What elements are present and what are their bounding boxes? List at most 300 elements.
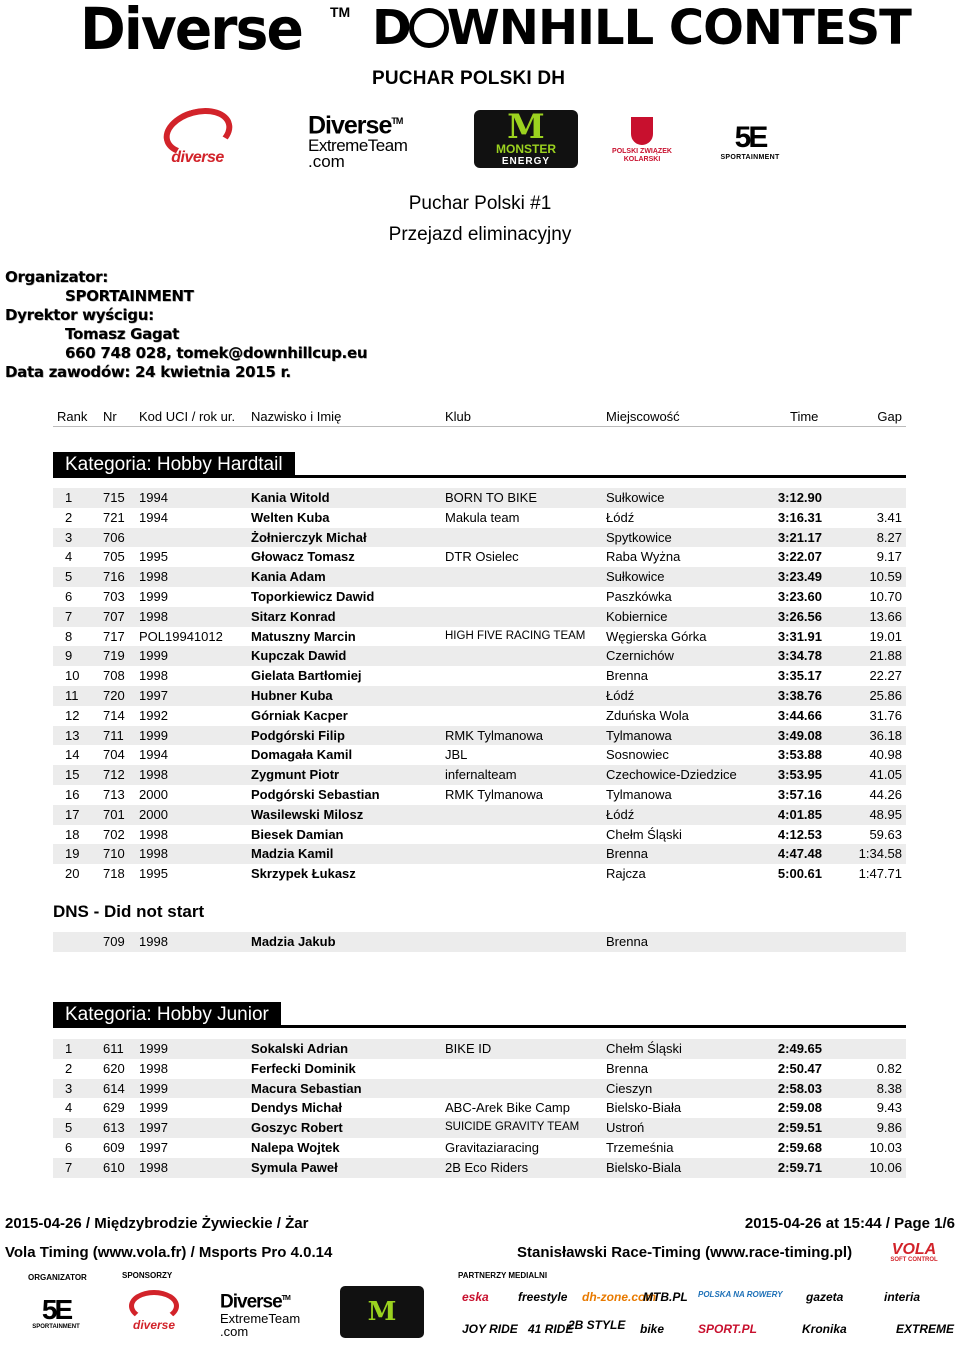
sportainment-logo (718, 114, 782, 168)
cell-nr: 714 (103, 707, 125, 723)
cell-time: 3:12.90 (777, 490, 822, 505)
cell-uci: POL19941012 (139, 628, 223, 644)
monster-claw-icon: M (507, 106, 545, 147)
cell-nr: 702 (103, 826, 125, 842)
cell-city: Cieszyn (606, 1080, 653, 1096)
cell-gap: 9.43 (876, 1100, 902, 1116)
cell-name: Głowacz Tomasz (251, 549, 355, 565)
cell-name: Domagała Kamil (251, 747, 353, 763)
brand-diverse: Diverse (80, 0, 302, 63)
cell-city: Bielsko-Biała (606, 1100, 682, 1116)
col-name: Nazwisko i Imię (251, 409, 342, 424)
table-row (53, 646, 906, 666)
cell-name: Sokalski Adrian (251, 1041, 349, 1056)
cell-city: Trzemeśnia (606, 1139, 674, 1155)
table-row (53, 706, 906, 726)
monster-logo-sub: ENERGY (501, 155, 551, 167)
cell-nr: 703 (103, 588, 125, 604)
cell-rank: 1 (65, 490, 73, 505)
col-time: Time (790, 409, 819, 424)
media-logo: Kronika (802, 1322, 847, 1336)
col-club: Klub (445, 409, 472, 424)
category-title-junior: Kategoria: Hobby Junior (53, 1002, 281, 1026)
media-logo: MTB.PL (643, 1290, 688, 1304)
cell-city: Łódź (606, 806, 635, 822)
cell-nr: 614 (103, 1080, 125, 1096)
cell-city: Łódź (606, 687, 635, 703)
footer-extreme-line1: Diverse (220, 1291, 282, 1313)
cell-city: Rajcza (606, 866, 646, 882)
cell-uci: 1999 (139, 648, 168, 664)
cell-time: 3:23.60 (777, 588, 822, 604)
cell-nr: 629 (103, 1100, 125, 1116)
cell-nr: 712 (103, 767, 125, 783)
cell-gap: 19.01 (869, 628, 902, 644)
cell-rank: 5 (65, 569, 73, 585)
cell-rank: 14 (65, 747, 80, 763)
cell-rank: 11 (65, 687, 79, 703)
cell-gap: 22.27 (869, 668, 902, 684)
race-date: Data zawodów: 24 kwietnia 2015 r. (5, 363, 291, 381)
footer-sportainment-logo (28, 1288, 84, 1338)
cell-name: Kupczak Dawid (251, 648, 347, 664)
table-row (53, 726, 906, 746)
table-row (53, 587, 906, 607)
cell-rank: 13 (65, 727, 80, 743)
media-logo: bike (640, 1322, 665, 1336)
footer-date-location: 2015-04-26 / Międzybrodzie Żywieckie / Żar (5, 1215, 309, 1232)
cell-city: Czechowice-Dziedzice (606, 767, 737, 783)
cell-rank: 20 (65, 866, 80, 882)
shield-icon (631, 117, 653, 145)
director-name: Tomasz Gagat (65, 325, 180, 343)
footer-extreme-logo (220, 1291, 320, 1337)
cell-rank: 9 (65, 648, 73, 664)
cell-city: Tylmanowa (606, 727, 672, 743)
cell-time: 5:00.61 (777, 866, 822, 882)
cell-city: Brenna (606, 1060, 648, 1076)
cell-city: Sułkowice (606, 490, 665, 505)
cell-name: Nalepa Wojtek (251, 1139, 340, 1155)
col-rank: Rank (57, 409, 88, 424)
cell-name: Kania Witold (251, 490, 330, 505)
cell-gap: 9.17 (876, 549, 902, 565)
table-row (53, 785, 906, 805)
sportainment-logo-text: SPORTAINMENT (720, 153, 780, 161)
cell-time: 2:59.08 (777, 1100, 822, 1116)
cell-rank: 8 (65, 628, 73, 644)
col-gap: Gap (877, 409, 902, 424)
col-uci: Kod UCI / rok ur. (139, 409, 236, 424)
cell-city: Brenna (606, 846, 648, 862)
cell-uci: 1998 (139, 1159, 168, 1175)
cell-gap: 31.76 (869, 707, 902, 723)
cell-name: Goszyc Robert (251, 1120, 343, 1136)
cell-city: Węgierska Górka (606, 628, 707, 644)
cell-uci: 1998 (139, 826, 168, 842)
cell-name: Toporkiewicz Dawid (251, 588, 375, 604)
cell-nr: 613 (103, 1120, 125, 1136)
footer-printed-page: 2015-04-26 at 15:44 / Page 1/6 (744, 1215, 955, 1232)
cell-uci: 1999 (139, 588, 168, 604)
cell-uci: 1999 (139, 727, 168, 743)
cell-rank: 16 (65, 786, 80, 802)
media-logo: 41 RIDE (528, 1322, 574, 1336)
cell-nr: 701 (103, 806, 125, 822)
cell-time: 3:44.66 (777, 707, 822, 723)
table-row (53, 508, 906, 528)
table-row (53, 666, 906, 686)
cell-gap: 40.98 (869, 747, 902, 763)
cell-uci: 1998 (139, 846, 168, 862)
cell-name: Podgórski Filip (251, 727, 345, 743)
cell-gap: 44.26 (869, 786, 902, 802)
cell-rank: 2 (65, 509, 73, 525)
table-row (53, 1039, 906, 1059)
category-rule (53, 475, 906, 478)
cell-nr: 710 (103, 846, 125, 862)
vola-logo (872, 1241, 956, 1263)
cell-time: 4:47.48 (777, 846, 822, 862)
cell-uci: 1994 (139, 509, 168, 525)
cell-nr: 704 (103, 747, 125, 763)
cell-nr: 609 (103, 1139, 125, 1155)
cell-time: 2:59.71 (777, 1159, 822, 1175)
sportainment-mark-icon: 5E (41, 1294, 71, 1325)
director-label: Dyrektor wyścigu: (5, 306, 154, 324)
cell-city: Sułkowice (606, 569, 665, 585)
cell-rank: 15 (65, 767, 80, 783)
cup-title: PUCHAR POLSKI DH (372, 68, 566, 89)
cell-nr: 716 (103, 569, 125, 585)
cell-city: Łódź (606, 509, 635, 525)
cell-name: Dendys Michał (251, 1100, 343, 1116)
cell-rank: 6 (65, 588, 73, 604)
cell-time: 3:22.07 (777, 549, 822, 565)
cell-city: Spytkowice (606, 529, 672, 545)
cell-time: 3:35.17 (777, 668, 822, 684)
cell-nr: 718 (103, 866, 125, 882)
table-row (53, 844, 906, 864)
table-row (53, 1158, 906, 1178)
table-row (53, 567, 906, 587)
brand-tm: TM (330, 4, 351, 20)
cell-nr: 620 (103, 1060, 125, 1076)
cell-time: 3:34.78 (777, 648, 822, 664)
cell-name: Macura Sebastian (251, 1080, 362, 1096)
cell-name: Zygmunt Piotr (251, 767, 340, 783)
cell-city: Sosnowiec (606, 747, 669, 763)
cell-name: Madzia Kamil (251, 846, 334, 862)
vola-logo-word: VOLA (891, 1240, 937, 1258)
cell-name: Matuszny Marcin (251, 628, 356, 644)
event-title: Puchar Polski #1 (408, 193, 552, 214)
table-row (53, 607, 906, 627)
cell-rank: 7 (65, 1159, 73, 1175)
cell-uci: 1997 (139, 1139, 168, 1155)
table-row (53, 765, 906, 785)
table-row (53, 686, 906, 706)
cell-rank: 2 (65, 1060, 73, 1076)
director-contact: 660 748 028, tomek@downhillcup.eu (65, 344, 368, 362)
cell-nr: 706 (103, 529, 125, 545)
cell-gap: 41.05 (869, 767, 902, 783)
media-logo: EXTREME (896, 1322, 955, 1336)
brand-downhill-contest (372, 2, 911, 54)
cell-club: HIGH FIVE RACING TEAM (445, 629, 586, 642)
cell-name: Hubner Kuba (251, 687, 333, 703)
cell-name: Kania Adam (251, 569, 326, 585)
brand-contest-post: WNHILL CONTEST (446, 0, 911, 56)
cell-uci: 1998 (139, 569, 168, 585)
cell-gap: 21.88 (869, 648, 902, 664)
media-logo: interia (884, 1290, 921, 1304)
cell-name: Welten Kuba (251, 509, 330, 525)
cell-rank: 6 (65, 1139, 73, 1155)
cell-uci: 1994 (139, 747, 168, 763)
sportainment-mark-icon: 5E (734, 120, 766, 154)
media-logo: POLSKA NA ROWERY (698, 1290, 783, 1299)
cell-city: Kobiernice (606, 608, 668, 624)
cell-gap: 13.66 (869, 608, 902, 624)
cell-time: 2:49.65 (777, 1041, 822, 1056)
media-logo: JOY RIDE (462, 1322, 518, 1336)
cell-uci: 1999 (139, 1041, 168, 1056)
table-row (53, 547, 906, 567)
cell-club: SUICIDE GRAVITY TEAM (445, 1121, 580, 1134)
cell-rank: 4 (65, 549, 73, 565)
cell-city: Paszkówka (606, 588, 672, 604)
cell-gap: 3.41 (876, 509, 902, 525)
cell-time: 2:59.51 (777, 1120, 822, 1136)
cell-club: JBL (445, 747, 468, 763)
cell-nr: 705 (103, 549, 125, 565)
dns-table-hardtail (53, 932, 906, 952)
cell-time: 2:58.03 (777, 1080, 822, 1096)
cell-club: ABC-Arek Bike Camp (445, 1100, 570, 1116)
cell-time: 2:59.68 (777, 1139, 822, 1155)
results-table-hardtail (53, 488, 906, 884)
cell-uci: 1997 (139, 1120, 168, 1136)
extreme-logo-line1: Diverse (308, 111, 392, 140)
cell-uci: 1995 (139, 866, 168, 882)
media-logo: gazeta (806, 1290, 844, 1304)
cell-gap: 1:34.58 (858, 846, 902, 862)
media-logo: eska (462, 1290, 489, 1304)
cell-name: Ferfecki Dominik (251, 1060, 356, 1076)
cell-club: 2B Eco Riders (445, 1159, 529, 1175)
table-row (53, 488, 906, 508)
category-rule (53, 1025, 906, 1028)
cell-city: Czernichów (606, 648, 674, 664)
cell-name: Skrzypek Łukasz (251, 866, 356, 882)
footer-extreme-tm: TM (281, 1295, 290, 1303)
cell-nr: 707 (103, 608, 125, 624)
cell-rank: 7 (65, 608, 73, 624)
cell-uci: 1998 (139, 934, 168, 949)
cell-rank: 19 (65, 846, 80, 862)
cell-nr: 713 (103, 786, 125, 802)
pzkol-logo (612, 112, 672, 168)
footer-monster-logo (340, 1286, 424, 1338)
cell-rank: 1 (65, 1041, 73, 1056)
cell-uci: 1999 (139, 1100, 168, 1116)
cell-uci: 1998 (139, 668, 168, 684)
cell-club: DTR Osielec (445, 549, 519, 565)
cell-nr: 708 (103, 668, 125, 684)
cell-nr: 709 (103, 934, 125, 949)
cell-nr: 720 (103, 687, 125, 703)
cell-gap: 25.86 (869, 687, 902, 703)
pzkol-logo-text: POLSKI ZWIĄZEK KOLARSKI (612, 147, 672, 163)
organizer-label: Organizator: (5, 268, 108, 286)
cell-time: 3:49.08 (777, 727, 822, 743)
cell-time: 3:26.56 (777, 608, 822, 624)
table-row (53, 1118, 906, 1138)
cell-nr: 611 (103, 1041, 124, 1056)
cell-gap: 59.63 (869, 826, 902, 842)
cell-name: Madzia Jakub (251, 934, 336, 949)
extreme-logo-tm: TM (391, 116, 403, 127)
cell-time: 3:31.91 (777, 628, 822, 644)
footer-sportainment-text: SPORTAINMENT (32, 1324, 80, 1330)
cell-time: 3:53.88 (777, 747, 822, 763)
gear-icon (409, 8, 449, 48)
cell-rank: 3 (65, 1080, 73, 1096)
cell-time: 3:21.17 (777, 529, 822, 545)
extreme-logo-line2: ExtremeTeam (308, 135, 408, 155)
monster-energy-logo (474, 106, 578, 168)
cell-city: Brenna (606, 934, 648, 949)
cell-name: Biesek Damian (251, 826, 344, 842)
cell-gap: 10.70 (869, 588, 902, 604)
cell-gap: 10.06 (869, 1159, 902, 1175)
media-logo: freestyle (518, 1290, 568, 1304)
extreme-logo-line3: .com (308, 151, 345, 171)
footer-label-organizer: ORGANIZATOR (28, 1273, 87, 1282)
cell-city: Chełm Śląski (606, 826, 682, 842)
vola-logo-sub: SOFT CONTROL (890, 1256, 938, 1263)
cell-name: Żołnierczyk Michał (251, 529, 367, 545)
cell-club: BIKE ID (445, 1041, 492, 1056)
cell-rank: 10 (65, 668, 80, 684)
table-row (53, 745, 906, 765)
cell-uci: 1998 (139, 608, 168, 624)
cell-name: Podgórski Sebastian (251, 786, 380, 802)
cell-rank: 17 (65, 806, 80, 822)
cell-nr: 721 (103, 509, 125, 525)
footer-diverse-word: diverse (132, 1318, 176, 1332)
cell-time: 4:01.85 (777, 806, 822, 822)
cell-time: 3:53.95 (777, 767, 822, 783)
cell-time: 3:38.76 (777, 687, 822, 703)
cell-club: Makula team (445, 509, 520, 525)
event-subtitle: Przejazd eliminacyjny (388, 224, 572, 245)
table-row (53, 864, 906, 884)
cell-city: Chełm Śląski (606, 1041, 682, 1056)
extreme-team-logo (308, 111, 438, 171)
cell-gap: 8.27 (876, 529, 902, 545)
footer-extreme-line3: .com (220, 1323, 249, 1339)
cell-name: Gielata Bartłomiej (251, 668, 362, 684)
swoosh-icon (158, 101, 238, 164)
table-row (53, 528, 906, 548)
cell-uci: 1998 (139, 767, 168, 783)
diverse-bike-logo (145, 104, 250, 172)
organizer-name: SPORTAINMENT (65, 287, 194, 305)
cell-gap: 10.03 (869, 1139, 902, 1155)
cell-city: Raba Wyżna (606, 549, 681, 565)
cell-club: Gravitaziaracing (445, 1139, 539, 1155)
cell-nr: 719 (103, 648, 125, 664)
footer-stanislawski: Stanisławski Race-Timing (www.race-timing.pl) (517, 1244, 853, 1261)
category-title-hardtail: Kategoria: Hobby Hardtail (53, 452, 295, 476)
footer-extreme-line2: ExtremeTeam (220, 1310, 301, 1326)
results-table-junior (53, 1039, 906, 1178)
cell-uci: 1992 (139, 707, 168, 723)
cell-uci: 1994 (139, 490, 168, 505)
cell-uci: 1998 (139, 1060, 168, 1076)
cell-city: Tylmanowa (606, 786, 672, 802)
cell-gap: 0.82 (876, 1060, 902, 1076)
cell-gap: 9.86 (876, 1120, 902, 1136)
col-city: Miejscowość (606, 409, 680, 424)
cell-nr: 711 (103, 727, 124, 743)
table-row (53, 627, 906, 647)
cell-gap: 48.95 (869, 806, 902, 822)
footer-label-sponsors: SPONSORZY (122, 1271, 173, 1280)
cell-club: RMK Tylmanowa (445, 786, 544, 802)
media-logo: SPORT.PL (698, 1322, 757, 1336)
cell-rank: 4 (65, 1100, 73, 1116)
cell-rank: 18 (65, 826, 80, 842)
cell-city: Bielsko-Biala (606, 1159, 682, 1175)
cell-uci: 2000 (139, 786, 168, 802)
cell-city: Ustroń (606, 1120, 645, 1136)
cell-club: infernalteam (445, 767, 517, 783)
cell-club: BORN TO BIKE (445, 490, 537, 505)
cell-rank: 3 (65, 529, 73, 545)
cell-gap: 8.38 (876, 1080, 902, 1096)
monster-logo-word: MONSTER (496, 141, 556, 156)
table-row (53, 932, 906, 952)
cell-rank: 5 (65, 1120, 73, 1136)
cell-gap: 1:47.71 (858, 866, 902, 882)
cell-time: 4:12.53 (777, 826, 822, 842)
cell-name: Symula Paweł (251, 1159, 338, 1175)
diverse-logo-word: diverse (171, 149, 224, 166)
cell-nr: 717 (103, 628, 125, 644)
cell-gap: 10.59 (869, 569, 902, 585)
cell-time: 3:23.49 (777, 569, 822, 585)
footer-vola-timing: Vola Timing (www.vola.fr) / Msports Pro 4.0.14 (5, 1244, 333, 1261)
cell-time: 2:50.47 (777, 1060, 822, 1076)
cell-uci: 2000 (139, 806, 168, 822)
cell-rank: 12 (65, 707, 80, 723)
cell-uci: 1999 (139, 1080, 168, 1096)
table-row (53, 1059, 906, 1079)
monster-claw-icon: M (367, 1297, 397, 1327)
brand-contest-pre: D (372, 0, 411, 56)
table-row (53, 805, 906, 825)
footer-diverse-logo (116, 1287, 192, 1335)
table-row (53, 825, 906, 845)
table-row (53, 1079, 906, 1099)
table-row (53, 1138, 906, 1158)
cell-club: RMK Tylmanowa (445, 727, 544, 743)
results-column-header (53, 407, 906, 427)
cell-nr: 610 (103, 1159, 125, 1175)
